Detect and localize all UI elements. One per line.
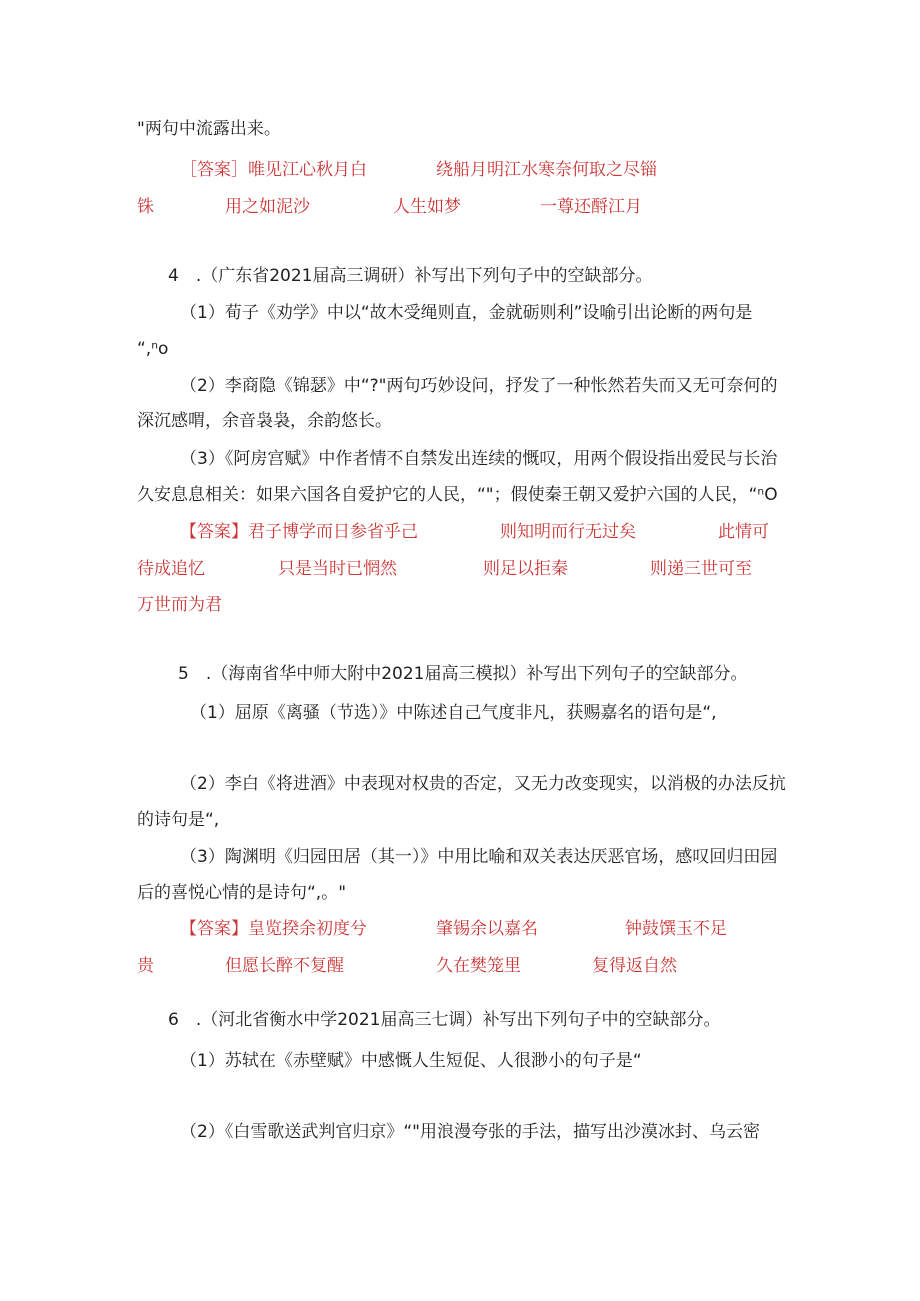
question-text: （2）李商隐《锦瑟》中“?"两句巧妙设问，抒发了一种怅然若失而又无可奈何的	[180, 376, 778, 396]
answer-text: 钟鼓馔玉不足	[625, 919, 727, 939]
answer-text: 久在樊笼里	[436, 956, 521, 976]
answer-text: 【答案】皇览揆余初度兮	[180, 919, 367, 939]
answer-text: 则知明而行无过矣	[500, 522, 636, 542]
question-text: （2）《白雪歌送武判官归京》“"用浪漫夸张的手法，描写出沙漠冰封、乌云密	[180, 1122, 760, 1142]
answer-text: 肇锡余以嘉名	[436, 919, 538, 939]
question-text: 深沉感喟，余音袅袅，余韵悠长。	[137, 411, 392, 431]
answer-text: 一尊还酹江月	[540, 197, 642, 217]
answer-text: 用之如泥沙	[225, 197, 310, 217]
answer-text: 但愿长醉不复醒	[225, 956, 344, 976]
answer-text: 则递三世可至	[650, 559, 752, 579]
answer-text: ［答案］唯见江心秋月白	[180, 160, 367, 180]
question-text: 的诗句是“,	[137, 810, 220, 830]
answer-text: 【答案】君子博学而日参省乎己	[180, 522, 418, 542]
answer-text: 铢	[137, 197, 154, 217]
question-title: 5 .（海南省华中师大附中2021届高三模拟）补写出下列句子的空缺部分。	[178, 664, 748, 684]
answer-text: 此情可	[718, 522, 769, 542]
question-text: “,ⁿo	[137, 339, 169, 359]
question-text: （1）屈原《离骚（节选）》中陈述自己气度非凡，获赐嘉名的语句是“,	[190, 703, 717, 723]
answer-text: 绕船月明江水寒奈何取之尽锱	[436, 160, 657, 180]
question-text: 后的喜悦心情的是诗句“,。"	[137, 883, 347, 903]
answer-text: 只是当时已惘然	[278, 559, 397, 579]
question-title: 4 .（广东省2021届高三调研）补写出下列句子中的空缺部分。	[168, 266, 653, 286]
question-text: （2）李白《将进酒》中表现对权贵的否定，又无力改变现实，以消极的办法反抗	[180, 774, 786, 794]
question-title: 6 .（河北省衡水中学2021届高三七调）补写出下列句子中的空缺部分。	[168, 1010, 721, 1030]
answer-text: 贵	[137, 956, 154, 976]
answer-text: 万世而为君	[137, 595, 222, 615]
question-text: （3）《阿房宫赋》中作者情不自禁发出连续的慨叹，用两个假设指出爱民与长治	[180, 449, 778, 469]
answer-text: 则足以拒秦	[483, 559, 568, 579]
question-text: （1）荀子《劝学》中以“故木受绳则直，金就砺则利”设喻引出论断的两句是	[180, 303, 753, 323]
answer-text: 待成追忆	[137, 559, 205, 579]
question-text: （1）苏轼在《赤壁赋》中感慨人生短促、人很渺小的句子是“	[180, 1051, 642, 1071]
text-line: "两句中流露出来。	[137, 119, 281, 139]
answer-text: 人生如梦	[393, 197, 461, 217]
question-text: （3）陶渊明《归园田居（其一）》中用比喻和双关表达厌恶官场，感叹回归田园	[180, 847, 778, 867]
question-text: 久安息息相关：如果六国各自爱护它的人民，“"；假使秦王朝又爱护六国的人民，“ⁿO	[137, 485, 778, 505]
answer-text: 复得返自然	[592, 956, 677, 976]
